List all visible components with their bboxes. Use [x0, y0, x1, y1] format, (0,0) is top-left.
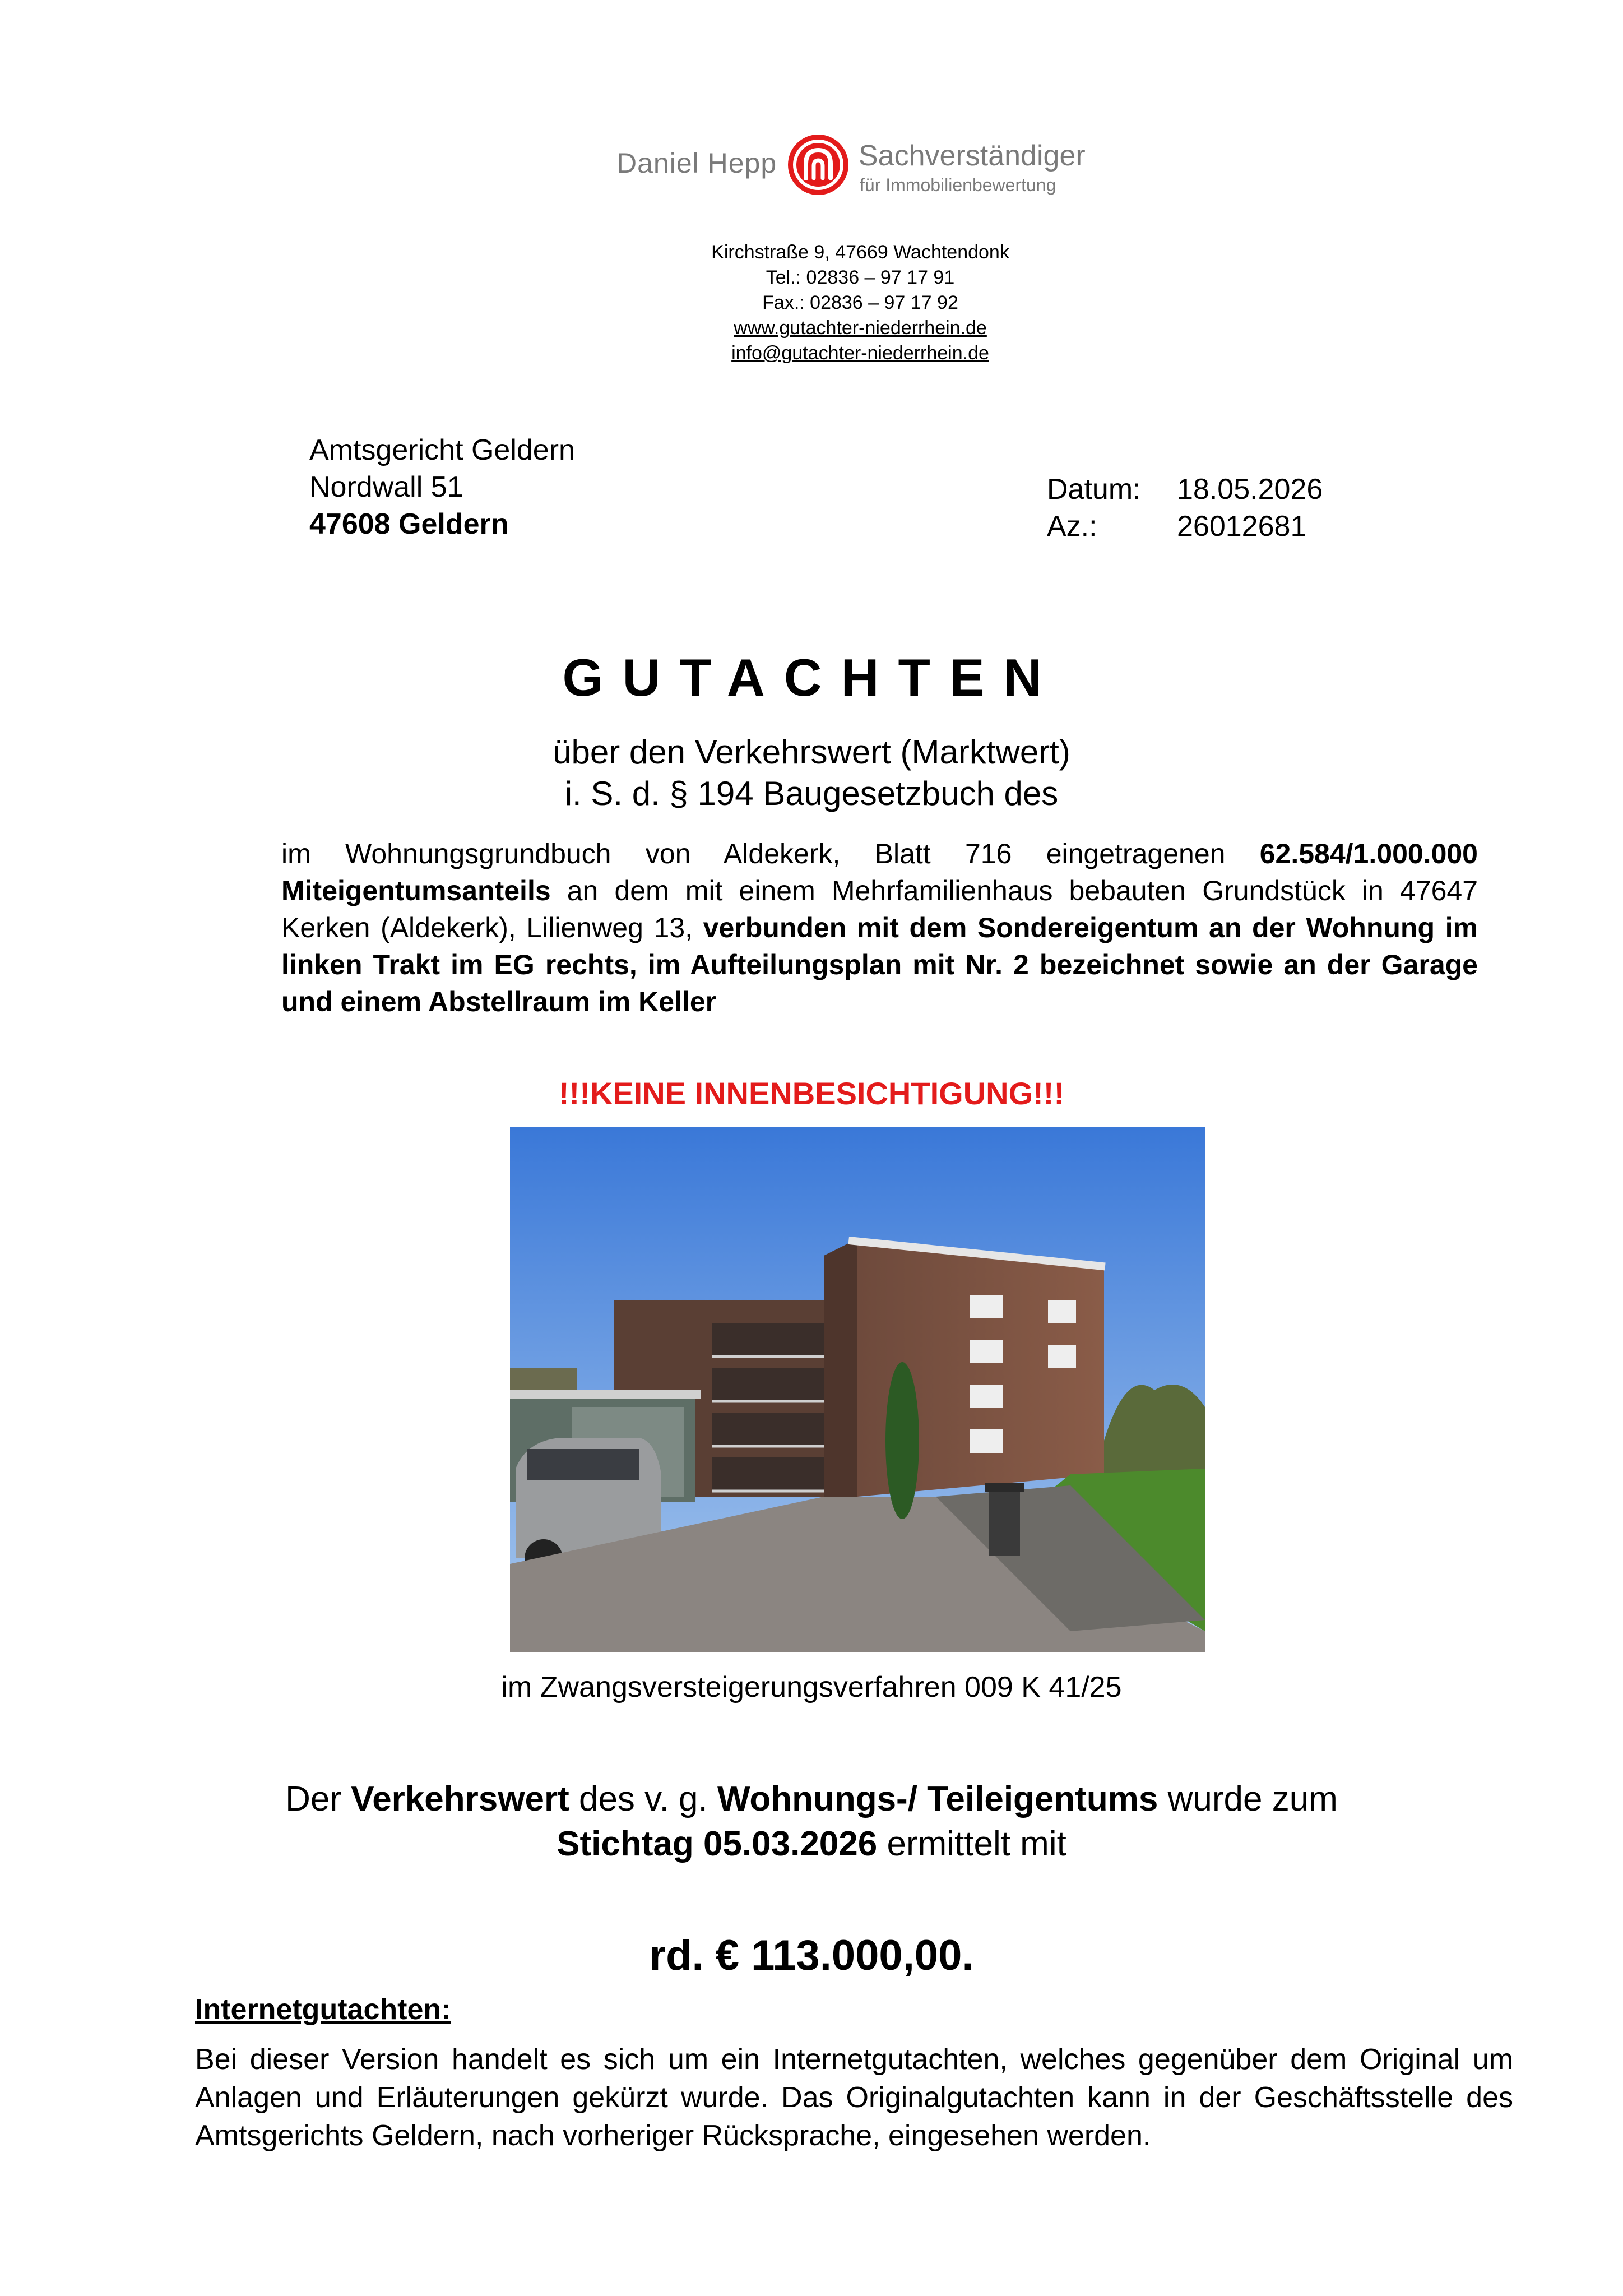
recipient-line3: 47608 Geldern	[309, 508, 509, 540]
subtitle-line1: über den Verkehrswert (Marktwert)	[553, 733, 1070, 771]
contact-block	[560, 240, 1160, 366]
subtitle-line2: i. S. d. § 194 Baugesetzbuch des	[564, 775, 1059, 812]
internet-body: Bei dieser Version handelt es sich um ein Internetgutachten, welches gegenüber dem Original um Anlagen und Erläuterungen gekürzt wurde. Das Originalgutachten kann in der Geschäftsstelle des Amtsgerichts Geldern, nach vorheriger Rücksprache, eingesehen werden.	[195, 2043, 1513, 2152]
value-bold2: Wohnungs-/ Teileigentums	[717, 1780, 1158, 1818]
value-text2: des v. g.	[569, 1780, 717, 1818]
desc-bold2: verbunden mit dem Sondereigentum an der Wohnung im linken Trakt im EG rechts, im Aufteilungsplan mit Nr. 2 bezeichnet sowie an der Garage und einem Abstellraum im Keller	[281, 912, 1478, 1017]
contact-web-link[interactable]: www.gutachter-niederrhein.de	[734, 317, 987, 339]
contact-email-link[interactable]: info@gutachter-niederrhein.de	[731, 342, 989, 364]
building-photo-icon	[510, 1127, 1205, 1652]
document-title: GUTACHTEN	[562, 648, 1061, 707]
recipient-line1: Amtsgericht Geldern	[309, 434, 575, 466]
contact-fax: Fax.: 02836 – 97 17 92	[762, 292, 958, 313]
ref-label: Az.:	[1047, 510, 1097, 543]
company-logo	[616, 129, 1086, 202]
value-statement	[0, 1777, 1623, 1867]
value-text1: Der	[285, 1780, 351, 1818]
contact-street: Kirchstraße 9, 47669 Wachtendonk	[711, 242, 1009, 263]
logo-title: Sachverständiger	[859, 140, 1086, 172]
recipient-address	[309, 432, 575, 543]
no-inspection-warning: !!!KEINE INNENBESICHTIGUNG!!!	[558, 1076, 1065, 1111]
desc-part1: im Wohnungsgrundbuch von Aldekerk, Blatt 716 eingetragenen	[281, 838, 1260, 869]
logo-name: Daniel Hepp	[616, 147, 777, 179]
value-bold3: Stichtag 05.03.2026	[557, 1825, 878, 1863]
document-subtitle	[0, 732, 1623, 814]
value-text4: ermittelt mit	[877, 1825, 1066, 1863]
value-bold1: Verkehrswert	[351, 1780, 569, 1818]
property-description	[281, 835, 1478, 1020]
logo-subtitle: für Immobilienbewertung	[860, 175, 1056, 195]
document-meta	[1047, 471, 1323, 545]
internet-heading: Internetgutachten:	[195, 1993, 451, 2026]
contact-tel: Tel.: 02836 – 97 17 91	[766, 267, 955, 288]
recipient-line2: Nordwall 51	[309, 471, 463, 503]
ref-value: 26012681	[1177, 510, 1307, 543]
desc-bold1: 62.584/1.000.000 Miteigentumsanteils	[281, 838, 1478, 906]
value-text3: wurde zum	[1158, 1780, 1338, 1818]
value-amount: rd. € 113.000,00.	[649, 1932, 974, 1979]
date-label: Datum:	[1047, 473, 1141, 506]
date-value: 18.05.2026	[1177, 473, 1323, 506]
logo-mark-icon	[787, 133, 850, 196]
desc-part2: an dem mit einem Mehrfamilienhaus bebauten Grundstück in 47647 Kerken (Aldekerk), Lilienweg 13,	[281, 875, 1478, 943]
procedure-caption: im Zwangsversteigerungsverfahren 009 K 41/25	[501, 1671, 1122, 1704]
